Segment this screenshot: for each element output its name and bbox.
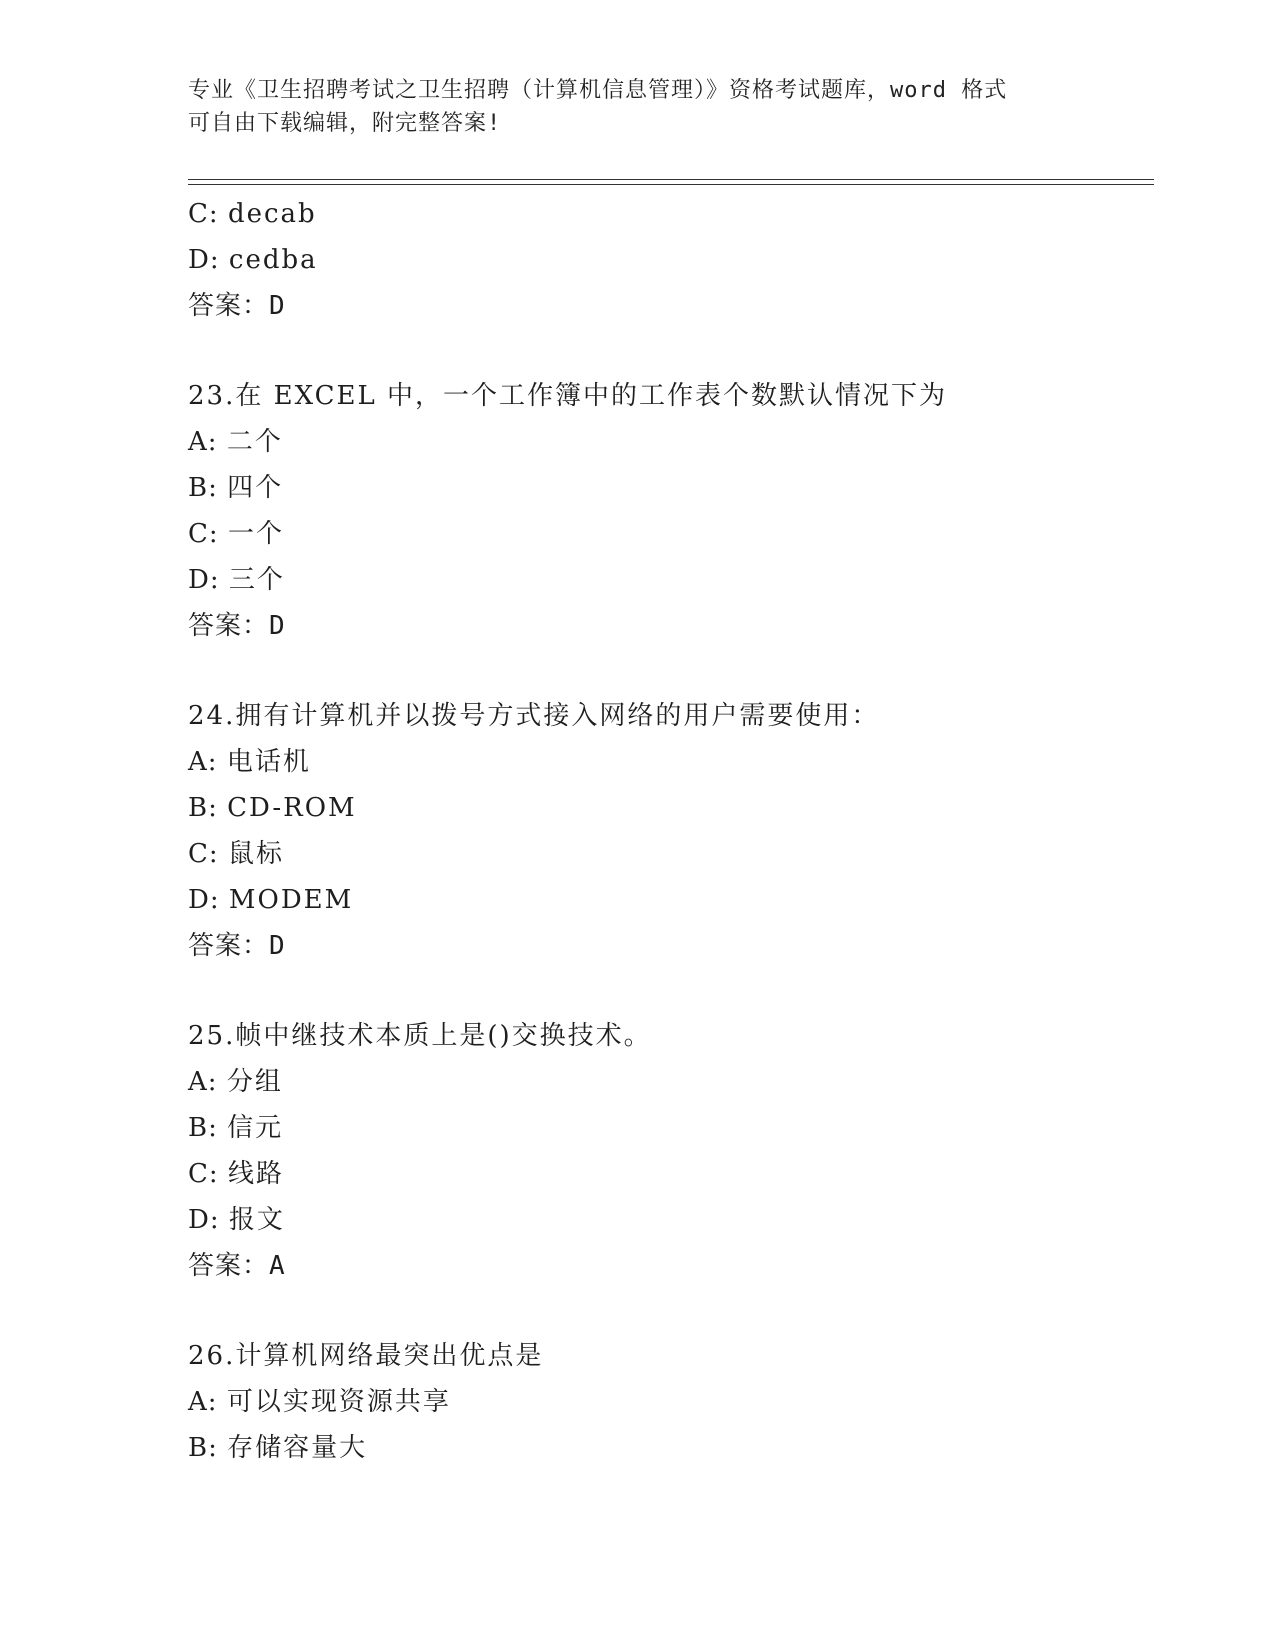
option-line [188, 1425, 1154, 1471]
option-label: D [188, 565, 210, 595]
option-text: 二个 [226, 427, 283, 457]
question-continuation [188, 191, 1154, 329]
option-text: 线路 [227, 1159, 284, 1189]
option-text: 信元 [227, 1113, 284, 1143]
option-text: 存储容量大 [227, 1433, 368, 1463]
option-line [188, 1151, 1154, 1197]
question-text: 23.在 EXCEL 中，一个工作簿中的工作表个数默认情况下为 [188, 381, 948, 411]
answer-line [188, 1243, 1154, 1289]
option-label: B [188, 793, 209, 823]
option-line [188, 877, 1154, 923]
option-separator: : [208, 793, 217, 823]
option-line [188, 191, 1154, 237]
question-item [188, 373, 1154, 649]
option-label: A [188, 1067, 208, 1097]
header-line: 专业《卫生招聘考试之卫生招聘（计算机信息管理）》资格考试题库，word 格式 [188, 78, 1008, 103]
option-separator: : [207, 747, 217, 777]
option-line [188, 237, 1154, 283]
option-line [188, 465, 1154, 511]
option-line [188, 1105, 1154, 1151]
option-text: MODEM [228, 885, 354, 915]
option-separator: : [209, 1205, 219, 1235]
option-label: D [188, 1205, 210, 1235]
answer-value: A [269, 1251, 286, 1281]
option-label: A [188, 747, 208, 777]
document-header [188, 74, 1088, 140]
question-item [188, 1333, 1154, 1471]
option-separator: : [207, 1067, 217, 1097]
option-text: 可以实现资源共享 [226, 1387, 451, 1417]
option-line [188, 739, 1154, 785]
option-line [188, 1379, 1154, 1425]
answer-label: 答案： [188, 1251, 270, 1281]
answer-line [188, 603, 1154, 649]
answer-line [188, 283, 1154, 329]
option-line [188, 511, 1154, 557]
header-divider [188, 179, 1154, 180]
option-separator: : [207, 427, 217, 457]
answer-value: D [269, 611, 286, 641]
question-text: 25.帧中继技术本质上是()交换技术。 [188, 1021, 652, 1051]
question-list [188, 191, 1154, 1471]
option-text: 报文 [228, 1205, 285, 1235]
question-item [188, 693, 1154, 969]
option-separator: : [208, 1159, 218, 1189]
answer-label: 答案： [188, 611, 270, 641]
option-line [188, 1059, 1154, 1105]
header-divider [188, 184, 1154, 185]
option-separator: : [209, 885, 219, 915]
option-text: cedba [228, 245, 318, 275]
option-label: C [188, 839, 209, 869]
option-label: C [188, 199, 209, 229]
answer-label: 答案： [188, 931, 270, 961]
option-line [188, 557, 1154, 603]
option-label: D [188, 885, 210, 915]
option-text: 分组 [226, 1067, 283, 1097]
option-line [188, 1197, 1154, 1243]
answer-value: D [269, 931, 286, 961]
answer-label: 答案： [188, 291, 270, 321]
option-text: CD-ROM [227, 793, 357, 823]
option-text: decab [227, 199, 317, 229]
option-label: A [188, 427, 208, 457]
option-label: B [188, 473, 209, 503]
option-text: 四个 [227, 473, 284, 503]
option-separator: : [208, 199, 218, 229]
option-line [188, 831, 1154, 877]
option-separator: : [208, 519, 218, 549]
option-label: B [188, 1433, 209, 1463]
option-label: A [188, 1387, 208, 1417]
option-label: C [188, 1159, 209, 1189]
option-text: 电话机 [226, 747, 311, 777]
option-separator: : [208, 1113, 217, 1143]
question-item [188, 1013, 1154, 1289]
option-label: D [188, 245, 210, 275]
option-label: B [188, 1113, 209, 1143]
option-label: C [188, 519, 209, 549]
option-separator: : [208, 1433, 217, 1463]
option-separator: : [208, 839, 218, 869]
option-text: 三个 [228, 565, 285, 595]
question-text: 24.拥有计算机并以拨号方式接入网络的用户需要使用： [188, 701, 880, 731]
question-text: 26.计算机网络最突出优点是 [188, 1341, 544, 1371]
header-line: 可自由下载编辑，附完整答案! [188, 111, 502, 136]
option-separator: : [208, 473, 217, 503]
option-text: 一个 [227, 519, 284, 549]
answer-value: D [269, 291, 286, 321]
option-separator: : [209, 245, 219, 275]
option-line [188, 419, 1154, 465]
option-separator: : [207, 1387, 217, 1417]
option-text: 鼠标 [227, 839, 284, 869]
answer-line [188, 923, 1154, 969]
option-separator: : [209, 565, 219, 595]
option-line [188, 785, 1154, 831]
